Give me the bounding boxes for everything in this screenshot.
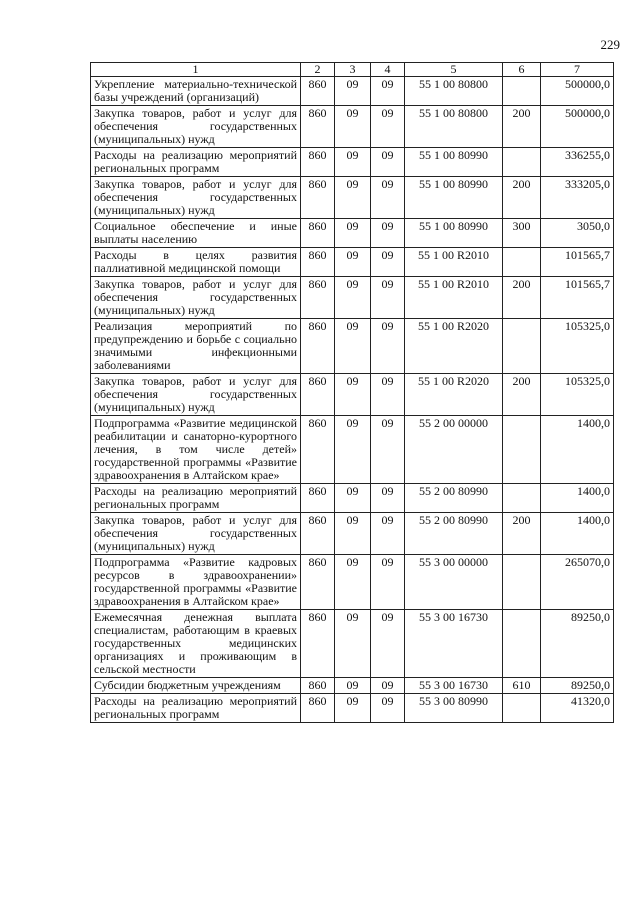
- ministry-code-cell: 860: [301, 513, 335, 555]
- target-article-cell: 55 1 00 R2020: [405, 319, 503, 374]
- section-code-cell: 09: [335, 77, 371, 106]
- section-code-cell: 09: [335, 374, 371, 416]
- table-row: [91, 610, 614, 678]
- column-header: 4: [371, 63, 405, 77]
- table-row: [91, 106, 614, 148]
- section-code-cell: 09: [335, 319, 371, 374]
- subsection-code-cell: 09: [371, 248, 405, 277]
- column-header: 6: [503, 63, 541, 77]
- section-code-cell: 09: [335, 177, 371, 219]
- budget-table: [90, 62, 614, 723]
- row-name-cell: Закупка товаров, работ и услуг для обеспечения государственных (муниципальных) нужд: [91, 277, 301, 319]
- amount-cell: 500000,0: [541, 77, 614, 106]
- column-header: 5: [405, 63, 503, 77]
- column-header: 3: [335, 63, 371, 77]
- section-code-cell: 09: [335, 513, 371, 555]
- ministry-code-cell: 860: [301, 319, 335, 374]
- amount-cell: 500000,0: [541, 106, 614, 148]
- subsection-code-cell: 09: [371, 177, 405, 219]
- target-article-cell: 55 2 00 00000: [405, 416, 503, 484]
- target-article-cell: 55 3 00 80990: [405, 694, 503, 723]
- amount-cell: 336255,0: [541, 148, 614, 177]
- row-name-cell: Закупка товаров, работ и услуг для обеспечения государственных (муниципальных) нужд: [91, 177, 301, 219]
- amount-cell: 101565,7: [541, 277, 614, 319]
- amount-cell: 1400,0: [541, 513, 614, 555]
- ministry-code-cell: 860: [301, 277, 335, 319]
- expense-type-cell: 200: [503, 277, 541, 319]
- column-header: 7: [541, 63, 614, 77]
- ministry-code-cell: 860: [301, 219, 335, 248]
- subsection-code-cell: 09: [371, 319, 405, 374]
- target-article-cell: 55 2 00 80990: [405, 513, 503, 555]
- target-article-cell: 55 1 00 80990: [405, 177, 503, 219]
- expense-type-cell: 200: [503, 513, 541, 555]
- section-code-cell: 09: [335, 610, 371, 678]
- row-name-cell: Социальное обеспечение и иные выплаты населению: [91, 219, 301, 248]
- expense-type-cell: [503, 77, 541, 106]
- row-name-cell: Расходы в целях развития паллиативной медицинской помощи: [91, 248, 301, 277]
- section-code-cell: 09: [335, 484, 371, 513]
- target-article-cell: 55 3 00 16730: [405, 678, 503, 694]
- amount-cell: 265070,0: [541, 555, 614, 610]
- target-article-cell: 55 3 00 16730: [405, 610, 503, 678]
- row-name-cell: Субсидии бюджетным учреждениям: [91, 678, 301, 694]
- amount-cell: 105325,0: [541, 374, 614, 416]
- amount-cell: 333205,0: [541, 177, 614, 219]
- ministry-code-cell: 860: [301, 177, 335, 219]
- target-article-cell: 55 1 00 80800: [405, 106, 503, 148]
- row-name-cell: Укрепление материально-технической базы учреждений (организаций): [91, 77, 301, 106]
- row-name-cell: Закупка товаров, работ и услуг для обеспечения государственных (муниципальных) нужд: [91, 513, 301, 555]
- table-row: [91, 678, 614, 694]
- target-article-cell: 55 1 00 80800: [405, 77, 503, 106]
- column-header: 1: [91, 63, 301, 77]
- amount-cell: 41320,0: [541, 694, 614, 723]
- table-row: [91, 77, 614, 106]
- ministry-code-cell: 860: [301, 77, 335, 106]
- target-article-cell: 55 1 00 80990: [405, 219, 503, 248]
- amount-cell: 105325,0: [541, 319, 614, 374]
- ministry-code-cell: 860: [301, 248, 335, 277]
- expense-type-cell: [503, 694, 541, 723]
- amount-cell: 89250,0: [541, 678, 614, 694]
- row-name-cell: Расходы на реализацию мероприятий региональных программ: [91, 148, 301, 177]
- subsection-code-cell: 09: [371, 484, 405, 513]
- table-row: [91, 319, 614, 374]
- expense-type-cell: [503, 555, 541, 610]
- table-header-row: [91, 63, 614, 77]
- table-body: [91, 77, 614, 723]
- target-article-cell: 55 1 00 R2020: [405, 374, 503, 416]
- table-row: [91, 416, 614, 484]
- subsection-code-cell: 09: [371, 106, 405, 148]
- subsection-code-cell: 09: [371, 513, 405, 555]
- subsection-code-cell: 09: [371, 555, 405, 610]
- table-row: [91, 555, 614, 610]
- page-number: 229: [600, 37, 620, 52]
- row-name-cell: Закупка товаров, работ и услуг для обеспечения государственных (муниципальных) нужд: [91, 374, 301, 416]
- row-name-cell: Ежемесячная денежная выплата специалистам, работающим в краевых государственных медицинских организациях и проживающим в сельской местности: [91, 610, 301, 678]
- expense-type-cell: 300: [503, 219, 541, 248]
- subsection-code-cell: 09: [371, 77, 405, 106]
- target-article-cell: 55 1 00 R2010: [405, 277, 503, 319]
- row-name-cell: Подпрограмма «Развитие кадровых ресурсов в здравоохранении» государственной программы «Развитие здравоохранения в Алтайском крае»: [91, 555, 301, 610]
- amount-cell: 101565,7: [541, 248, 614, 277]
- section-code-cell: 09: [335, 416, 371, 484]
- section-code-cell: 09: [335, 694, 371, 723]
- amount-cell: 1400,0: [541, 484, 614, 513]
- section-code-cell: 09: [335, 555, 371, 610]
- row-name-cell: Расходы на реализацию мероприятий региональных программ: [91, 484, 301, 513]
- target-article-cell: 55 1 00 R2010: [405, 248, 503, 277]
- table-row: [91, 219, 614, 248]
- table-row: [91, 277, 614, 319]
- expense-type-cell: [503, 610, 541, 678]
- ministry-code-cell: 860: [301, 374, 335, 416]
- expense-type-cell: 200: [503, 177, 541, 219]
- section-code-cell: 09: [335, 219, 371, 248]
- amount-cell: 89250,0: [541, 610, 614, 678]
- ministry-code-cell: 860: [301, 694, 335, 723]
- table-row: [91, 484, 614, 513]
- target-article-cell: 55 3 00 00000: [405, 555, 503, 610]
- expense-type-cell: 200: [503, 374, 541, 416]
- expense-type-cell: [503, 319, 541, 374]
- table-row: [91, 148, 614, 177]
- subsection-code-cell: 09: [371, 219, 405, 248]
- row-name-cell: Реализация мероприятий по предупреждению и борьбе с социально значимыми инфекционными заболеваниями: [91, 319, 301, 374]
- target-article-cell: 55 1 00 80990: [405, 148, 503, 177]
- table-row: [91, 177, 614, 219]
- ministry-code-cell: 860: [301, 678, 335, 694]
- section-code-cell: 09: [335, 106, 371, 148]
- subsection-code-cell: 09: [371, 374, 405, 416]
- expense-type-cell: 610: [503, 678, 541, 694]
- table-row: [91, 694, 614, 723]
- expense-type-cell: 200: [503, 106, 541, 148]
- ministry-code-cell: 860: [301, 484, 335, 513]
- column-header: 2: [301, 63, 335, 77]
- section-code-cell: 09: [335, 277, 371, 319]
- subsection-code-cell: 09: [371, 148, 405, 177]
- row-name-cell: Подпрограмма «Развитие медицинской реабилитации и санаторно-курортного лечения, в том числе детей» государственной программы «Развитие здравоохранения в Алтайском крае»: [91, 416, 301, 484]
- amount-cell: 3050,0: [541, 219, 614, 248]
- subsection-code-cell: 09: [371, 277, 405, 319]
- ministry-code-cell: 860: [301, 416, 335, 484]
- expense-type-cell: [503, 416, 541, 484]
- section-code-cell: 09: [335, 678, 371, 694]
- subsection-code-cell: 09: [371, 610, 405, 678]
- ministry-code-cell: 860: [301, 106, 335, 148]
- section-code-cell: 09: [335, 148, 371, 177]
- table-row: [91, 513, 614, 555]
- amount-cell: 1400,0: [541, 416, 614, 484]
- section-code-cell: 09: [335, 248, 371, 277]
- ministry-code-cell: 860: [301, 555, 335, 610]
- expense-type-cell: [503, 148, 541, 177]
- subsection-code-cell: 09: [371, 416, 405, 484]
- target-article-cell: 55 2 00 80990: [405, 484, 503, 513]
- subsection-code-cell: 09: [371, 694, 405, 723]
- expense-type-cell: [503, 248, 541, 277]
- subsection-code-cell: 09: [371, 678, 405, 694]
- table-row: [91, 248, 614, 277]
- row-name-cell: Расходы на реализацию мероприятий региональных программ: [91, 694, 301, 723]
- ministry-code-cell: 860: [301, 148, 335, 177]
- table-row: [91, 374, 614, 416]
- ministry-code-cell: 860: [301, 610, 335, 678]
- expense-type-cell: [503, 484, 541, 513]
- row-name-cell: Закупка товаров, работ и услуг для обеспечения государственных (муниципальных) нужд: [91, 106, 301, 148]
